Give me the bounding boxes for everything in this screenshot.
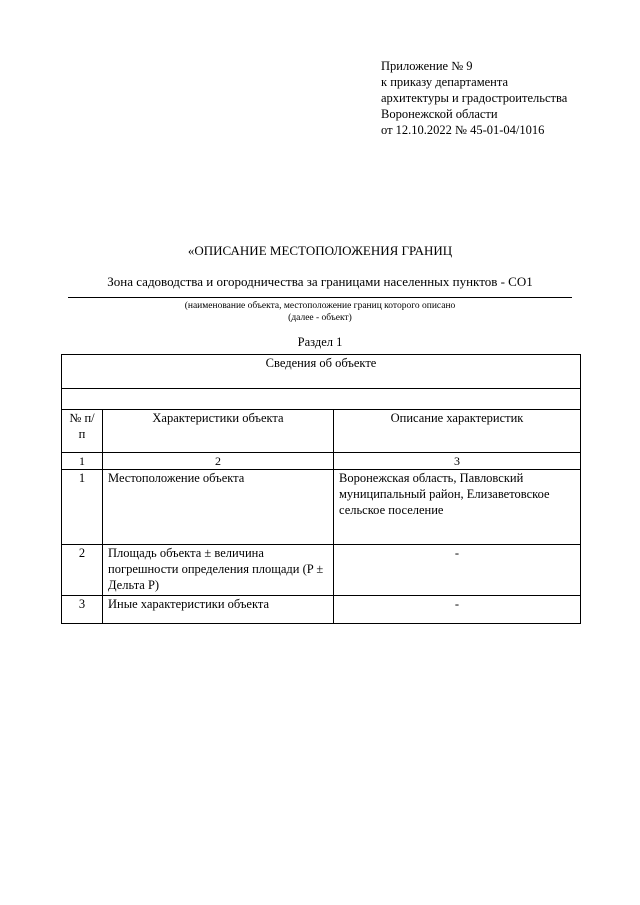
table-caption: Сведения об объекте (62, 355, 581, 389)
appendix-line: Воронежской области (381, 107, 498, 121)
column-number: 1 (62, 453, 103, 470)
appendix-line: Приложение № 9 (381, 59, 473, 73)
object-note-line: (наименование объекта, местоположение границ которого описано (184, 301, 456, 311)
column-number-row (62, 453, 581, 470)
object-name: Зона садоводства и огородничества за границами населенных пунктов - СО1 (107, 274, 533, 289)
row-characteristic: Площадь объекта ± величина погрешности определения площади (P ± Дельта P) (103, 545, 334, 596)
table-row (62, 596, 581, 624)
section-label: Раздел 1 (297, 335, 343, 349)
column-number: 3 (334, 453, 581, 470)
row-characteristic: Местоположение объекта (103, 470, 334, 545)
header-description: Описание характеристик (334, 410, 581, 453)
document-title: «ОПИСАНИЕ МЕСТОПОЛОЖЕНИЯ ГРАНИЦ (187, 243, 453, 258)
row-num: 2 (62, 545, 103, 596)
object-note (60, 300, 580, 324)
row-description: - (334, 545, 581, 596)
appendix-line: архитектуры и градостроительства (381, 91, 568, 105)
row-characteristic: Иные характеристики объекта (103, 596, 334, 624)
table-row (62, 470, 581, 545)
appendix-line: к приказу департамента (381, 75, 509, 89)
table-row (62, 545, 581, 596)
table-header-row (62, 410, 581, 453)
column-number: 2 (103, 453, 334, 470)
row-description: Воронежская область, Павловский муниципальный район, Елизаветовское сельское поселение (334, 470, 581, 545)
object-info-table (61, 354, 581, 624)
table-caption-row (62, 355, 581, 389)
appendix-block (381, 58, 567, 138)
row-description: - (334, 596, 581, 624)
header-characteristic: Характеристики объекта (103, 410, 334, 453)
object-note-line: (далее - объект) (288, 313, 352, 323)
table-blank-row (62, 389, 581, 410)
row-num: 1 (62, 470, 103, 545)
row-num: 3 (62, 596, 103, 624)
header-num: № п/п (62, 410, 103, 453)
appendix-line: от 12.10.2022 № 45-01-04/1016 (381, 123, 545, 137)
object-name-underline (68, 297, 572, 298)
